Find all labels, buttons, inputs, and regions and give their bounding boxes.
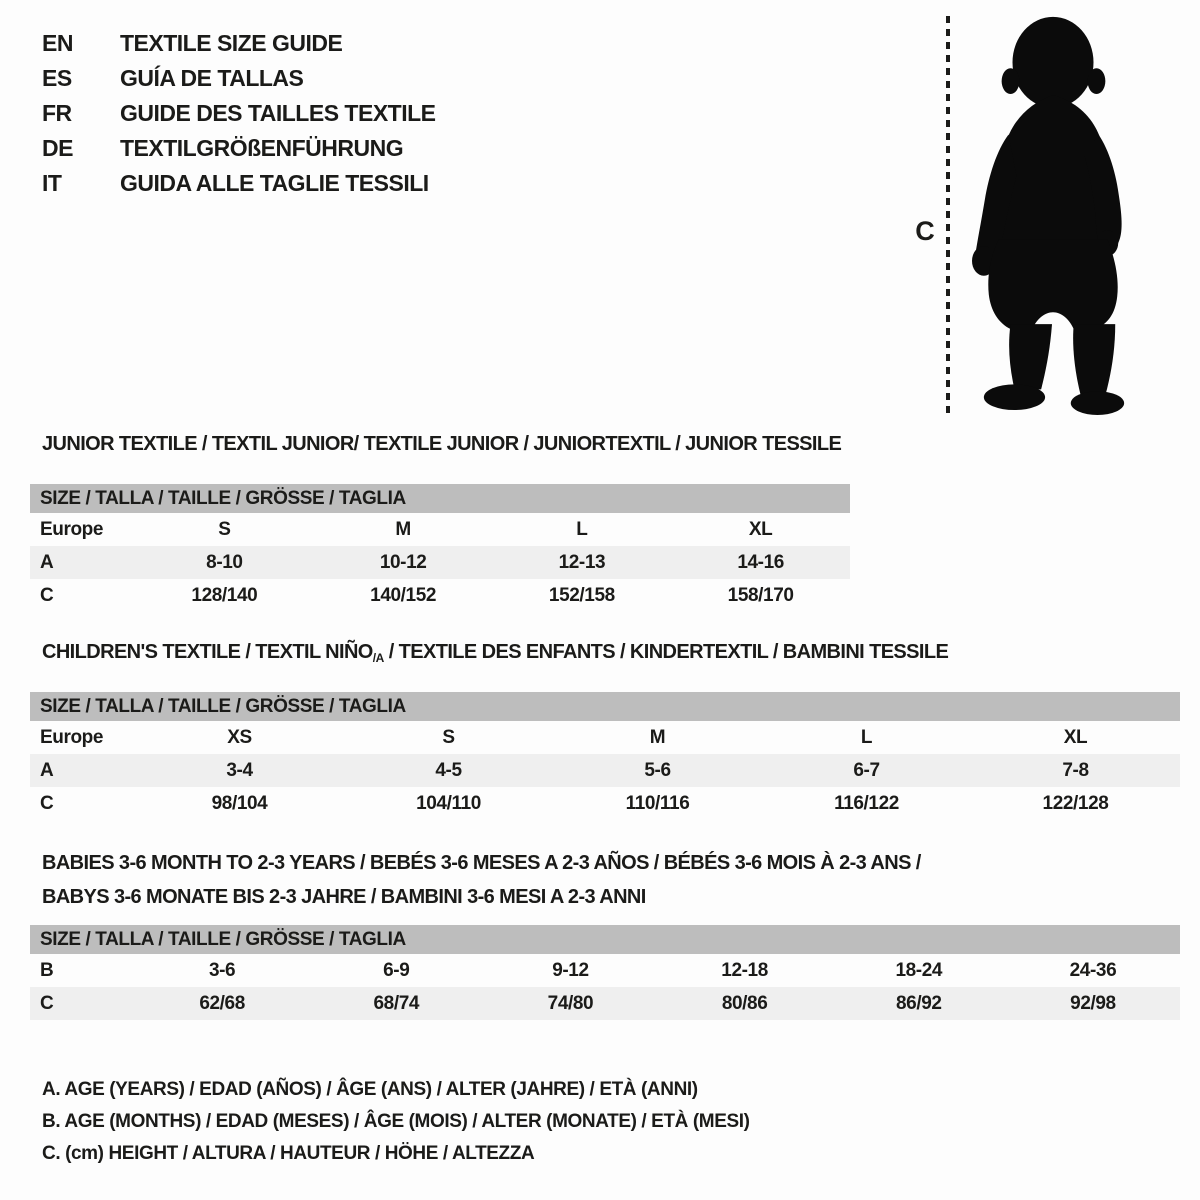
table-cell: M bbox=[395, 518, 411, 540]
children-section-heading bbox=[42, 641, 948, 665]
table-cell: XS bbox=[227, 726, 252, 748]
legend-height-cm: C. (cm) HEIGHT / ALTURA / HAUTEUR / HÖHE / ALTEZZA bbox=[42, 1143, 535, 1164]
row-label: A bbox=[40, 551, 54, 573]
guide-title: TEXTILGRÖßENFÜHRUNG bbox=[120, 135, 404, 161]
guide-title: TEXTILE SIZE GUIDE bbox=[120, 30, 343, 56]
table-cell: 10-12 bbox=[379, 551, 427, 573]
table-cell: XL bbox=[1063, 726, 1088, 748]
title-row-de bbox=[42, 131, 436, 166]
guide-title: GUIDA ALLE TAGLIE TESSILI bbox=[120, 170, 429, 196]
title-row-it bbox=[42, 166, 436, 201]
title-row-en bbox=[42, 26, 436, 61]
row-label: C bbox=[40, 584, 54, 606]
table-row bbox=[30, 513, 850, 546]
language-code: IT bbox=[42, 170, 62, 196]
table-cell: 104/110 bbox=[416, 792, 481, 814]
row-label: Europe bbox=[40, 518, 104, 540]
size-table-header: SIZE / TALLA / TAILLE / GRÖSSE / TAGLIA bbox=[30, 692, 1180, 721]
legend-age-months: B. AGE (MONTHS) / EDAD (MESES) / ÂGE (MOIS) / ALTER (MONATE) / ETÀ (MESI) bbox=[42, 1111, 750, 1132]
title-row-fr bbox=[42, 96, 436, 131]
table-cell: 6-9 bbox=[383, 959, 410, 981]
legend-age-years: A. AGE (YEARS) / EDAD (AÑOS) / ÂGE (ANS) / ALTER (JAHRE) / ETÀ (ANNI) bbox=[42, 1079, 698, 1100]
language-code: EN bbox=[42, 30, 73, 56]
table-cell: 128/140 bbox=[191, 584, 258, 606]
table-cell: L bbox=[576, 518, 588, 540]
table-row bbox=[30, 721, 1180, 754]
table-cell: M bbox=[649, 726, 666, 748]
height-measure-dashed-line bbox=[946, 16, 950, 416]
row-label: C bbox=[40, 992, 54, 1014]
table-cell: 98/104 bbox=[211, 792, 268, 814]
row-label: Europe bbox=[40, 726, 104, 748]
table-cell: 7-8 bbox=[1062, 759, 1089, 781]
guide-title: GUIDE DES TAILLES TEXTILE bbox=[120, 100, 436, 126]
table-row bbox=[30, 787, 1180, 820]
size-table-header: SIZE / TALLA / TAILLE / GRÖSSE / TAGLIA bbox=[30, 925, 1180, 954]
table-cell: 86/92 bbox=[896, 992, 942, 1014]
table-cell: 152/158 bbox=[548, 584, 615, 606]
table-cell: 110/116 bbox=[625, 792, 690, 814]
junior-section-heading: JUNIOR TEXTILE / TEXTIL JUNIOR/ TEXTILE JUNIOR / JUNIORTEXTIL / JUNIOR TESSILE bbox=[42, 433, 842, 455]
table-cell: S bbox=[218, 518, 231, 540]
table-cell: 122/128 bbox=[1042, 792, 1109, 814]
table-row bbox=[30, 754, 1180, 787]
measure-label-c: C bbox=[915, 216, 935, 246]
language-code: DE bbox=[42, 135, 73, 161]
row-label: A bbox=[40, 759, 54, 781]
table-cell: S bbox=[442, 726, 455, 748]
table-cell: 158/170 bbox=[727, 584, 794, 606]
children-heading-subscript: /A bbox=[372, 651, 384, 665]
babies-heading-line2: BABYS 3-6 MONATE BIS 2-3 JAHRE / BAMBINI 3-6 MESI A 2-3 ANNI bbox=[42, 886, 646, 908]
table-cell: 62/68 bbox=[199, 992, 245, 1014]
size-table-header: SIZE / TALLA / TAILLE / GRÖSSE / TAGLIA bbox=[30, 484, 850, 513]
table-cell: 92/98 bbox=[1070, 992, 1116, 1014]
table-cell: 6-7 bbox=[853, 759, 880, 781]
table-cell: 14-16 bbox=[737, 551, 784, 573]
babies-section-heading bbox=[42, 846, 921, 914]
row-label: B bbox=[40, 959, 54, 981]
table-cell: 3-4 bbox=[226, 759, 253, 781]
guide-title: GUÍA DE TALLAS bbox=[120, 65, 304, 91]
table-cell: 80/86 bbox=[721, 992, 768, 1014]
table-row bbox=[30, 546, 850, 579]
table-cell: 8-10 bbox=[206, 551, 243, 573]
language-code: FR bbox=[42, 100, 72, 126]
table-cell: 3-6 bbox=[208, 959, 236, 981]
babies-size-table bbox=[30, 925, 1180, 1020]
table-cell: L bbox=[860, 726, 873, 748]
measurement-legend bbox=[42, 1074, 750, 1170]
children-size-table bbox=[30, 692, 1180, 820]
table-cell: XL bbox=[748, 518, 773, 540]
table-cell: 24-36 bbox=[1069, 959, 1117, 981]
table-cell: 18-24 bbox=[895, 959, 943, 981]
table-cell: 74/80 bbox=[547, 992, 594, 1014]
language-code: ES bbox=[42, 65, 72, 91]
table-row bbox=[30, 954, 1180, 987]
children-heading-text: / TEXTILE DES ENFANTS / KINDERTEXTIL / BAMBINI TESSILE bbox=[383, 641, 949, 663]
language-title-block bbox=[42, 26, 436, 201]
babies-heading-line1: BABIES 3-6 MONTH TO 2-3 YEARS / BEBÉS 3-6 MESES A 2-3 AÑOS / BÉBÉS 3-6 MOIS À 2-3 ANS / bbox=[42, 852, 921, 874]
children-heading-text: CHILDREN'S TEXTILE / TEXTIL NIÑO bbox=[42, 641, 373, 663]
table-row bbox=[30, 987, 1180, 1020]
table-cell: 9-12 bbox=[552, 959, 589, 981]
table-cell: 5-6 bbox=[644, 759, 671, 781]
title-row-es bbox=[42, 61, 436, 96]
toddler-silhouette-image bbox=[958, 10, 1148, 415]
table-cell: 68/74 bbox=[373, 992, 420, 1014]
table-cell: 140/152 bbox=[370, 584, 437, 606]
table-cell: 12-18 bbox=[721, 959, 768, 981]
table-row bbox=[30, 579, 850, 612]
row-label: C bbox=[40, 792, 54, 814]
table-cell: 116/122 bbox=[834, 792, 899, 814]
table-cell: 12-13 bbox=[558, 551, 606, 573]
table-cell: 4-5 bbox=[435, 759, 462, 781]
junior-size-table bbox=[30, 484, 850, 612]
